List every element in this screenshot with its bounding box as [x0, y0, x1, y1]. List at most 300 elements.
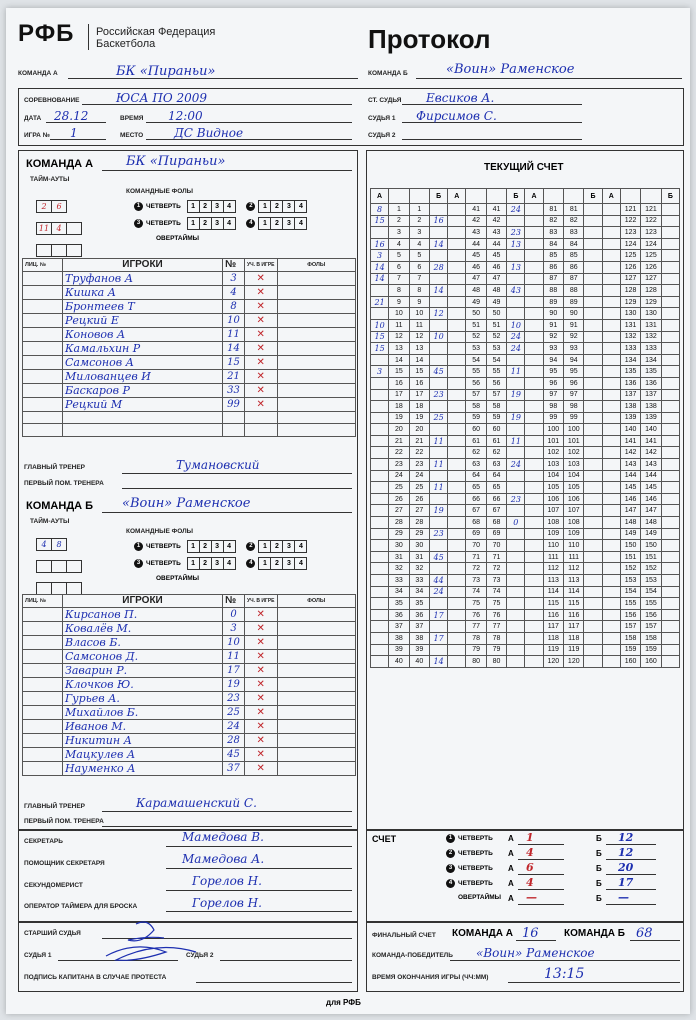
score-mark	[602, 517, 620, 529]
score-mark	[448, 528, 466, 540]
score-mark	[584, 447, 602, 459]
score-mark	[371, 575, 389, 587]
player-number: 10	[223, 313, 245, 327]
score-col-header: А	[371, 189, 389, 204]
score-mark	[525, 319, 543, 331]
team-a-block-name: БК «Пираньи»	[126, 154, 226, 169]
score-mark	[602, 204, 620, 216]
score-mark	[448, 412, 466, 424]
number-header: №	[223, 259, 245, 272]
score-mark	[430, 296, 448, 308]
score-col-header: А	[448, 189, 466, 204]
license-cell	[23, 369, 63, 383]
score-mark	[448, 517, 466, 529]
quarter-a-score: 4	[526, 876, 534, 889]
score-number: 152	[620, 563, 640, 575]
quarter-b-score: 12	[618, 831, 634, 844]
score-col-header	[543, 189, 563, 204]
score-number: 94	[543, 354, 563, 366]
score-mark	[430, 401, 448, 413]
score-number: 128	[620, 285, 640, 297]
score-mark	[448, 551, 466, 563]
score-mark	[371, 459, 389, 471]
score-mark	[661, 598, 679, 610]
score-number: 127	[641, 273, 661, 285]
score-number: 141	[641, 435, 661, 447]
timeout-box	[36, 560, 52, 573]
score-mark	[584, 412, 602, 424]
score-number: 72	[466, 563, 486, 575]
score-mark: 45	[430, 551, 448, 563]
score-mark	[371, 435, 389, 447]
score-number: 10	[389, 308, 409, 320]
score-mark: 16	[430, 215, 448, 227]
score-row	[371, 435, 680, 447]
player-row	[23, 649, 356, 663]
player-name: Никитин А	[63, 733, 223, 747]
score-mark: 10	[430, 331, 448, 343]
score-number: 55	[486, 366, 506, 378]
license-cell	[23, 761, 63, 775]
final-team-b-label: КОМАНДА Б	[564, 928, 625, 939]
player-row	[23, 705, 356, 719]
player-name: Коновов А	[63, 327, 223, 341]
in-game-cell	[245, 411, 278, 424]
timeout-box	[51, 244, 67, 257]
score-number: 50	[466, 308, 486, 320]
score-mark	[602, 575, 620, 587]
score-mark	[661, 401, 679, 413]
player-name: Бронтеев Т	[63, 299, 223, 313]
player-name: Рецкий М	[63, 397, 223, 411]
quarter-a-score: 6	[526, 861, 534, 874]
quarter-a-line	[518, 889, 564, 890]
ref2-label: СУДЬЯ 2	[368, 132, 396, 139]
score-mark: 14	[430, 238, 448, 250]
score-number: 12	[409, 331, 429, 343]
player-row	[23, 271, 356, 285]
score-mark	[602, 227, 620, 239]
score-row	[371, 331, 680, 343]
score-mark	[430, 493, 448, 505]
score-number: 154	[641, 586, 661, 598]
score-row	[371, 354, 680, 366]
score-number: 57	[486, 389, 506, 401]
score-mark: 15	[371, 343, 389, 355]
score-number: 58	[466, 401, 486, 413]
score-mark	[584, 343, 602, 355]
quarter-b-label: Б	[596, 894, 602, 903]
score-mark	[371, 377, 389, 389]
quarter-a-label: А	[508, 894, 514, 903]
score-mark	[602, 621, 620, 633]
license-cell	[23, 719, 63, 733]
asst-secretary-value: Мамедова А.	[182, 852, 265, 866]
score-number: 92	[543, 331, 563, 343]
score-row	[371, 215, 680, 227]
score-number: 142	[620, 447, 640, 459]
score-number: 109	[543, 528, 563, 540]
score-mark	[448, 308, 466, 320]
score-mark	[661, 586, 679, 598]
score-number: 147	[620, 505, 640, 517]
license-cell	[23, 691, 63, 705]
score-mark	[602, 482, 620, 494]
score-number: 83	[564, 227, 584, 239]
score-mark	[602, 632, 620, 644]
score-number: 70	[486, 540, 506, 552]
score-mark: 11	[430, 459, 448, 471]
score-number: 137	[620, 389, 640, 401]
score-number: 1	[389, 204, 409, 216]
score-mark	[448, 470, 466, 482]
quarter-a-line	[518, 874, 564, 875]
score-number: 8	[409, 285, 429, 297]
score-number: 139	[620, 412, 640, 424]
score-mark	[584, 389, 602, 401]
score-mark	[602, 540, 620, 552]
score-number: 29	[389, 528, 409, 540]
score-mark	[602, 366, 620, 378]
score-mark	[602, 412, 620, 424]
score-number: 91	[543, 319, 563, 331]
org-line1: Российская Федерация	[96, 26, 216, 38]
score-number: 49	[466, 296, 486, 308]
score-mark	[584, 285, 602, 297]
license-cell	[23, 313, 63, 327]
fouls-cell	[277, 383, 356, 397]
player-row	[23, 411, 356, 424]
player-name	[63, 424, 223, 437]
in-game-cell: ✕	[245, 635, 278, 649]
score-mark	[371, 551, 389, 563]
score-number: 158	[620, 632, 640, 644]
score-row	[371, 285, 680, 297]
timekeeper-line	[166, 890, 352, 891]
score-number: 44	[486, 238, 506, 250]
score-number: 155	[620, 598, 640, 610]
quarter-b-score: 17	[618, 876, 634, 889]
score-mark: 15	[371, 331, 389, 343]
shot-clock-label: ОПЕРАТОР ТАЙМЕРА ДЛЯ БРОСКА	[24, 903, 138, 910]
score-row	[371, 261, 680, 273]
score-number: 152	[641, 563, 661, 575]
score-mark	[602, 470, 620, 482]
quarter-b-label: Б	[596, 849, 602, 858]
score-number: 20	[409, 424, 429, 436]
license-cell	[23, 285, 63, 299]
score-number: 159	[620, 644, 640, 656]
license-cell	[23, 747, 63, 761]
score-row	[371, 238, 680, 250]
score-number: 139	[641, 412, 661, 424]
score-mark	[507, 354, 525, 366]
score-number: 69	[466, 528, 486, 540]
player-number: 23	[223, 691, 245, 705]
score-number: 86	[543, 261, 563, 273]
score-mark	[661, 563, 679, 575]
license-cell	[23, 397, 63, 411]
score-mark	[448, 586, 466, 598]
score-col-header: Б	[430, 189, 448, 204]
player-row	[23, 383, 356, 397]
score-number: 149	[641, 528, 661, 540]
score-number: 19	[409, 412, 429, 424]
player-number: 3	[223, 621, 245, 635]
score-mark	[430, 470, 448, 482]
player-row	[23, 313, 356, 327]
game-line	[50, 139, 106, 140]
score-mark	[602, 598, 620, 610]
score-mark: 11	[507, 366, 525, 378]
team-b-block-line	[102, 512, 352, 513]
score-mark	[448, 319, 466, 331]
score-mark	[661, 609, 679, 621]
org-line2: Баскетбола	[96, 38, 156, 50]
score-mark	[430, 343, 448, 355]
score-number: 16	[409, 377, 429, 389]
score-col-header	[486, 189, 506, 204]
score-mark	[448, 296, 466, 308]
player-row	[23, 285, 356, 299]
team-a-asst-line	[122, 488, 352, 489]
place-label: МЕСТО	[120, 132, 144, 139]
score-mark	[584, 377, 602, 389]
competition-label: СОРЕВНОВАНИЕ	[24, 97, 80, 104]
license-cell	[23, 677, 63, 691]
team-a-timeouts-label: ТАЙМ-АУТЫ	[30, 176, 70, 183]
score-mark	[661, 354, 679, 366]
team-b-fouls: 1 ЧЕТВЕРТЬ 1 2 3 4 2 1 2 3 4 3 ЧЕТВЕРТЬ 1 2 3 4 4 1 2 3 4 ОВЕРТАЙМЫ	[134, 540, 306, 582]
score-number: 78	[466, 632, 486, 644]
score-number: 44	[466, 238, 486, 250]
player-number: 17	[223, 663, 245, 677]
quarter-a-score: —	[526, 891, 537, 904]
score-mark: 24	[507, 459, 525, 471]
quarter-label: ЧЕТВЕРТЬ	[146, 560, 181, 568]
in-game-cell: ✕	[245, 341, 278, 355]
score-mark	[661, 632, 679, 644]
score-mark	[525, 424, 543, 436]
license-cell	[23, 271, 63, 285]
score-mark	[507, 586, 525, 598]
score-number: 57	[466, 389, 486, 401]
score-number: 121	[641, 204, 661, 216]
score-mark	[371, 563, 389, 575]
score-number: 19	[389, 412, 409, 424]
time-value: 12:00	[168, 109, 203, 123]
score-number: 133	[620, 343, 640, 355]
score-number: 160	[641, 656, 661, 668]
score-mark	[661, 540, 679, 552]
score-number: 160	[620, 656, 640, 668]
score-number: 125	[641, 250, 661, 262]
score-number: 31	[389, 551, 409, 563]
timeout-box	[36, 244, 52, 257]
quarter-b-label: Б	[596, 864, 602, 873]
score-number: 45	[466, 250, 486, 262]
score-mark: 14	[371, 261, 389, 273]
score-mark	[584, 621, 602, 633]
score-mark: 25	[430, 412, 448, 424]
score-mark	[371, 389, 389, 401]
score-mark: 19	[507, 389, 525, 401]
score-mark	[525, 575, 543, 587]
score-number: 23	[389, 459, 409, 471]
score-mark	[371, 609, 389, 621]
score-mark	[584, 459, 602, 471]
score-number: 22	[389, 447, 409, 459]
score-number: 119	[564, 644, 584, 656]
in-game-cell: ✕	[245, 285, 278, 299]
license-cell	[23, 607, 63, 621]
fouls-cell	[277, 299, 356, 313]
score-number: 111	[543, 551, 563, 563]
score-mark: 3	[371, 250, 389, 262]
score-mark	[448, 632, 466, 644]
quarter-a-line	[518, 859, 564, 860]
score-number: 26	[389, 493, 409, 505]
score-mark: 24	[507, 331, 525, 343]
score-number: 82	[564, 215, 584, 227]
score-row	[371, 204, 680, 216]
score-number: 126	[641, 261, 661, 273]
in-game-header: УЧ. В ИГРЕ	[245, 595, 278, 608]
fouls-cell	[277, 649, 356, 663]
score-row	[371, 528, 680, 540]
score-mark	[602, 308, 620, 320]
quarter-scores	[446, 831, 634, 909]
score-mark	[525, 632, 543, 644]
quarter-score-row	[446, 831, 634, 849]
score-number: 49	[486, 296, 506, 308]
quarter-b-label: Б	[596, 834, 602, 843]
score-mark	[602, 563, 620, 575]
team-b-line	[416, 78, 682, 79]
score-mark	[371, 598, 389, 610]
score-number: 65	[466, 482, 486, 494]
license-cell	[23, 621, 63, 635]
score-number: 85	[564, 250, 584, 262]
score-number: 101	[564, 435, 584, 447]
score-number: 104	[543, 470, 563, 482]
score-number: 93	[564, 343, 584, 355]
score-mark	[448, 366, 466, 378]
score-number: 43	[486, 227, 506, 239]
score-number: 67	[466, 505, 486, 517]
score-number: 68	[486, 517, 506, 529]
score-number: 123	[641, 227, 661, 239]
score-mark: 14	[430, 285, 448, 297]
quarter-b-line	[606, 874, 656, 875]
score-mark	[661, 261, 679, 273]
player-row	[23, 747, 356, 761]
score-mark	[525, 215, 543, 227]
player-name: Самсонов Д.	[63, 649, 223, 663]
overtimes-label: ОВЕРТАЙМЫ	[156, 575, 200, 582]
winner-line	[450, 960, 680, 961]
in-game-cell: ✕	[245, 719, 278, 733]
score-number: 138	[620, 401, 640, 413]
in-game-cell: ✕	[245, 761, 278, 775]
player-row	[23, 607, 356, 621]
score-mark	[584, 482, 602, 494]
score-mark	[584, 238, 602, 250]
score-mark	[661, 285, 679, 297]
score-row	[371, 459, 680, 471]
score-number: 81	[543, 204, 563, 216]
score-mark	[661, 204, 679, 216]
player-row	[23, 299, 356, 313]
score-mark	[661, 528, 679, 540]
quarter-label: ЧЕТВЕРТЬ	[146, 220, 181, 228]
score-number: 74	[486, 586, 506, 598]
score-number: 115	[564, 598, 584, 610]
score-number: 106	[543, 493, 563, 505]
in-game-cell: ✕	[245, 621, 278, 635]
score-number: 66	[486, 493, 506, 505]
score-number: 58	[486, 401, 506, 413]
score-mark	[507, 656, 525, 668]
in-game-cell: ✕	[245, 607, 278, 621]
score-number: 94	[564, 354, 584, 366]
score-number: 4	[389, 238, 409, 250]
score-mark	[525, 459, 543, 471]
q4-dot: 4	[246, 559, 255, 568]
score-number: 16	[389, 377, 409, 389]
score-mark	[661, 447, 679, 459]
score-mark	[448, 447, 466, 459]
score-col-header: Б	[507, 189, 525, 204]
score-mark	[602, 389, 620, 401]
score-mark	[661, 296, 679, 308]
score-mark	[525, 238, 543, 250]
license-header: ЛИЦ. №	[23, 595, 63, 608]
score-mark	[430, 204, 448, 216]
score-number: 121	[620, 204, 640, 216]
score-mark	[525, 435, 543, 447]
score-number: 3	[409, 227, 429, 239]
quarter-b-line	[606, 904, 656, 905]
score-number: 142	[641, 447, 661, 459]
score-mark: 10	[371, 319, 389, 331]
quarter-score-row	[446, 876, 634, 894]
license-cell	[23, 649, 63, 663]
score-number: 60	[466, 424, 486, 436]
score-mark	[584, 261, 602, 273]
score-number: 64	[466, 470, 486, 482]
team-b-asst-line	[102, 826, 352, 827]
score-number: 31	[409, 551, 429, 563]
player-name: Камальхин Р	[63, 341, 223, 355]
score-number: 42	[486, 215, 506, 227]
score-mark	[525, 563, 543, 575]
score-mark	[661, 621, 679, 633]
in-game-cell: ✕	[245, 271, 278, 285]
player-row	[23, 341, 356, 355]
score-mark: 16	[371, 238, 389, 250]
score-mark	[602, 401, 620, 413]
score-mark	[602, 377, 620, 389]
score-mark	[525, 331, 543, 343]
score-number: 17	[389, 389, 409, 401]
score-number: 3	[389, 227, 409, 239]
license-cell	[23, 327, 63, 341]
score-mark	[661, 308, 679, 320]
score-mark	[584, 551, 602, 563]
score-mark	[661, 389, 679, 401]
score-row	[371, 540, 680, 552]
